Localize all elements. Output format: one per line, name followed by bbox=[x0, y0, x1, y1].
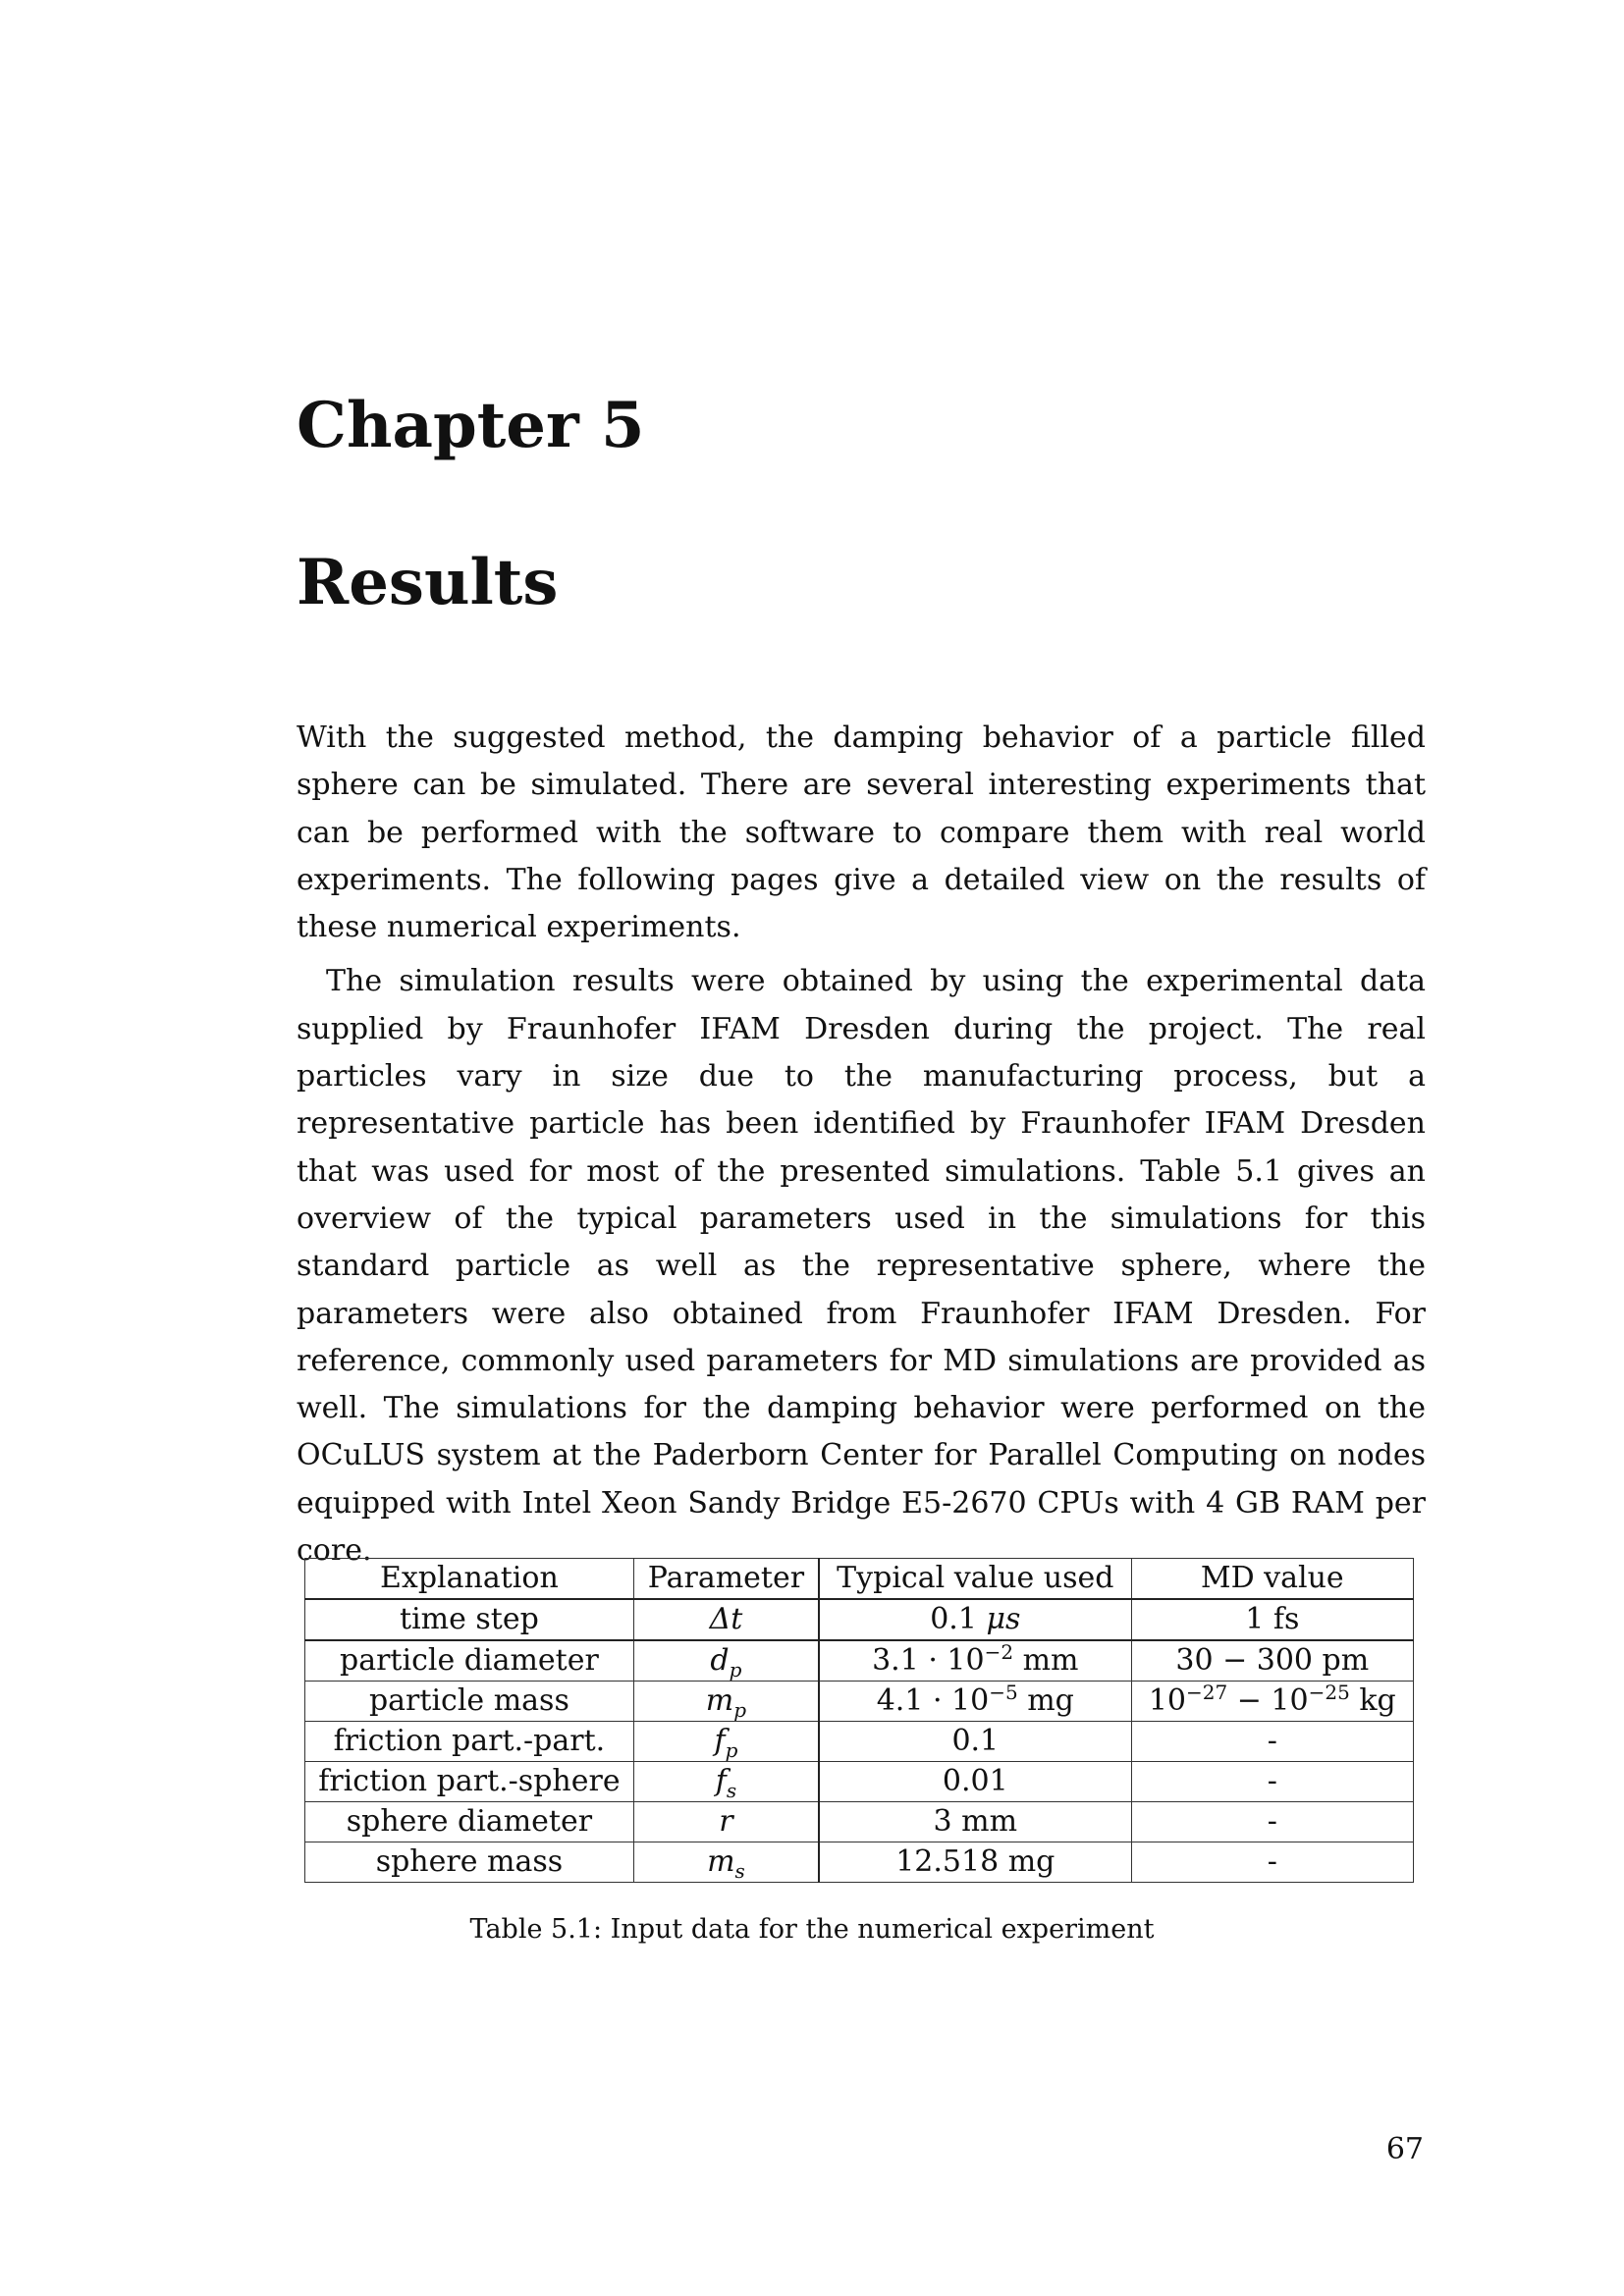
md-value: 1 fs bbox=[1245, 1602, 1300, 1636]
typical-unit: μs bbox=[986, 1602, 1021, 1636]
parameter-table bbox=[304, 1558, 1414, 1883]
cell-parameter bbox=[633, 1762, 819, 1802]
md-value: - bbox=[1267, 1804, 1277, 1839]
cell-typical-value bbox=[819, 1802, 1131, 1842]
md-value: - bbox=[1267, 1764, 1277, 1798]
cell-typical-value bbox=[819, 1722, 1131, 1762]
table-header-row bbox=[305, 1559, 1414, 1600]
parameter-symbol: m bbox=[705, 1683, 734, 1718]
cell-explanation: particle mass bbox=[305, 1682, 634, 1722]
paragraph: The simulation results were obtained by using the experimental data supplied by Fraunhofer IFAM Dresden during the project. The real particles vary in size due to the manufacturing process, but a representative particle has been identified by Fraunhofer IFAM Dresden that was used for most of the presented simulations. Table 5.1 gives an overview of the typical parameters used in the simulations for this standard particle as well as the representative sphere, where the parameters were also obtained from Fraunhofer IFAM Dresden. For reference, commonly used parameters for MD simulations are provided as well. The simulations for the damping behavior were performed on the OCuLUS system at the Paderborn Center for Parallel Computing on nodes equipped with Intel Xeon Sandy Bridge E5-2670 CPUs with 4 GB RAM per core. bbox=[297, 964, 1426, 1569]
parameter-subscript: p bbox=[733, 1698, 747, 1722]
typical-exponent: −2 bbox=[984, 1640, 1014, 1664]
page-number: 67 bbox=[1385, 2132, 1424, 2166]
md-value: - bbox=[1267, 1724, 1277, 1758]
cell-typical-value bbox=[819, 1682, 1131, 1722]
typical-value: 0.1 bbox=[930, 1602, 987, 1636]
parameter-symbol: f bbox=[715, 1764, 727, 1798]
chapter-title: Results bbox=[297, 546, 559, 619]
cell-parameter bbox=[633, 1682, 819, 1722]
typical-value: 3 mm bbox=[933, 1804, 1018, 1839]
table-row bbox=[305, 1599, 1414, 1640]
cell-md-value bbox=[1131, 1640, 1413, 1682]
cell-explanation: time step bbox=[305, 1599, 634, 1640]
md-exponent-upper: −25 bbox=[1308, 1681, 1350, 1704]
cell-explanation: sphere diameter bbox=[305, 1802, 634, 1842]
typical-unit: mg bbox=[1017, 1683, 1074, 1718]
table-row bbox=[305, 1722, 1414, 1762]
md-value: 30 − 300 pm bbox=[1175, 1643, 1370, 1678]
table-row bbox=[305, 1762, 1414, 1802]
body-text bbox=[297, 715, 1426, 1575]
table-body bbox=[305, 1599, 1414, 1883]
cell-md-value bbox=[1131, 1599, 1413, 1640]
parameter-symbol: m bbox=[707, 1844, 735, 1879]
typical-value: 0.01 bbox=[942, 1764, 1008, 1798]
md-value: - bbox=[1267, 1844, 1277, 1879]
header-typical-value: Typical value used bbox=[819, 1559, 1131, 1600]
cell-typical-value bbox=[819, 1762, 1131, 1802]
parameter-subscript: s bbox=[734, 1859, 745, 1883]
table-row bbox=[305, 1640, 1414, 1682]
md-value: 10 bbox=[1148, 1683, 1186, 1718]
header-md-value: MD value bbox=[1131, 1559, 1413, 1600]
cell-typical-value bbox=[819, 1599, 1131, 1640]
md-unit: kg bbox=[1349, 1683, 1396, 1718]
cell-md-value bbox=[1131, 1802, 1413, 1842]
cell-typical-value bbox=[819, 1842, 1131, 1883]
table-row bbox=[305, 1842, 1414, 1883]
cell-parameter bbox=[633, 1842, 819, 1883]
chapter-label: Chapter 5 bbox=[297, 389, 645, 462]
typical-exponent: −5 bbox=[989, 1681, 1018, 1704]
cell-parameter bbox=[633, 1802, 819, 1842]
cell-parameter bbox=[633, 1599, 819, 1640]
cell-md-value bbox=[1131, 1762, 1413, 1802]
parameter-table-container bbox=[304, 1558, 1414, 1883]
paragraph: With the suggested method, the damping behavior of a particle filled sphere can be simulated. There are several interesting experiments that can be performed with the software to compare them with real world experiments. The following pages give a detailed view on the results of these numerical experiments. bbox=[297, 721, 1426, 945]
md-exponent: −27 bbox=[1186, 1681, 1228, 1704]
cell-md-value bbox=[1131, 1842, 1413, 1883]
typical-value: 4.1 · 10 bbox=[876, 1683, 990, 1718]
parameter-symbol: Δt bbox=[709, 1602, 743, 1636]
parameter-symbol: r bbox=[719, 1804, 733, 1839]
parameter-symbol: f bbox=[714, 1724, 726, 1758]
cell-parameter bbox=[633, 1640, 819, 1682]
cell-typical-value bbox=[819, 1640, 1131, 1682]
typical-value: 12.518 mg bbox=[895, 1844, 1056, 1879]
parameter-symbol: d bbox=[710, 1643, 730, 1678]
cell-explanation: friction part.-sphere bbox=[305, 1762, 634, 1802]
cell-explanation: particle diameter bbox=[305, 1640, 634, 1682]
table-caption: Table 5.1: Input data for the numerical experiment bbox=[469, 1914, 1155, 1945]
cell-parameter bbox=[633, 1722, 819, 1762]
table-row bbox=[305, 1682, 1414, 1722]
header-explanation: Explanation bbox=[305, 1559, 634, 1600]
cell-explanation: sphere mass bbox=[305, 1842, 634, 1883]
typical-unit: mm bbox=[1013, 1643, 1079, 1678]
cell-explanation: friction part.-part. bbox=[305, 1722, 634, 1762]
cell-md-value bbox=[1131, 1722, 1413, 1762]
typical-value: 0.1 bbox=[951, 1724, 1000, 1758]
header-parameter: Parameter bbox=[633, 1559, 819, 1600]
parameter-subscript: p bbox=[729, 1658, 742, 1682]
table-row bbox=[305, 1802, 1414, 1842]
parameter-subscript: p bbox=[725, 1738, 738, 1762]
typical-value: 3.1 · 10 bbox=[872, 1643, 985, 1678]
cell-md-value bbox=[1131, 1682, 1413, 1722]
md-value-upper: − 10 bbox=[1227, 1683, 1309, 1718]
parameter-subscript: s bbox=[726, 1779, 737, 1802]
